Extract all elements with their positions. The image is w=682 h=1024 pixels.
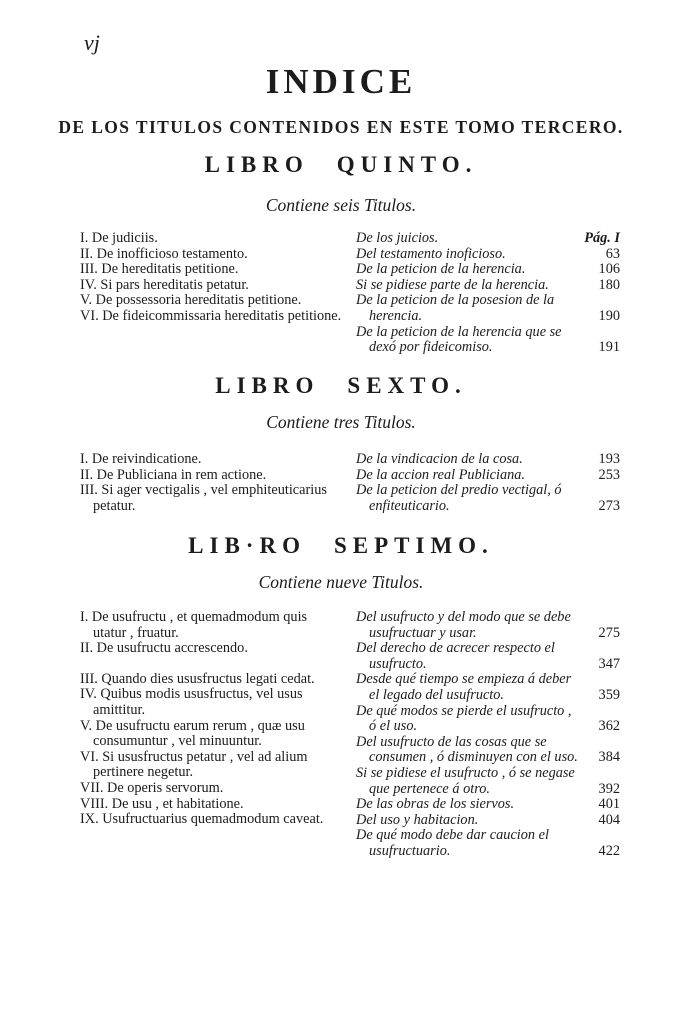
latin-title: I. De reivindicatione. [80,451,202,467]
spanish-title-text: De la peticion del predio vectigal, ó enfiteuticario. [356,482,562,514]
spanish-title-text: Desde qué tiempo se empieza á deber el legado del usufructo. [356,671,572,703]
spanish-title [356,293,620,324]
libro-septimo-spanish-list [356,610,620,860]
latin-title: II. De Publiciana in rem actione. [80,466,267,483]
spanish-title-text: De la peticion de la herencia que se dexó por fideicomiso. [356,323,562,356]
pag-label: Pág. I [584,230,620,246]
latin-title: II. De inofficioso testamento. [80,245,248,262]
latin-title: III. Quando dies ususfructus legati cedat. [80,670,315,687]
spanish-title-text: De qué modos se pierde el usufructo , ó el uso. [356,702,572,735]
page-ref: 273 [598,497,620,514]
spanish-title [356,704,620,735]
page-ref: 275 [598,624,620,641]
libro-septimo-latin-list [80,610,342,828]
latin-title: IV. Quibus modis ususfructus, vel usus amittitur. [80,686,303,718]
spanish-title [356,813,620,829]
spanish-title-text: De la peticion de la posesion de la herencia. [356,292,555,324]
spanish-title [356,766,620,797]
libro-label: LIB·RO [188,533,306,558]
spanish-title [356,641,620,672]
libro-quinto-spanish-list [356,231,620,356]
libro-septimo-contiene: Contiene nueve Titulos. [258,572,424,592]
spanish-title-text: Si se pidiese parte de la herencia. [356,276,549,293]
spanish-title-text: Del usufructo y del modo que se debe usufructuar y usar. [356,609,571,641]
libro-septimo-heading [0,533,682,559]
spanish-title-text: De los juicios. [356,230,439,246]
latin-title: VII. De operis servorum. [80,779,224,796]
page-ref: 404 [598,811,620,828]
latin-title: V. De possessoria hereditatis petitione. [80,292,302,309]
spanish-title [356,325,620,356]
spanish-title [356,797,620,813]
libro-number: QUINTO. [336,152,478,177]
page-ref: 180 [598,276,620,293]
libro-label: LIBRO [204,152,309,177]
libro-sexto-contiene: Contiene tres Titulos. [266,412,416,432]
page-ref: 362 [598,718,620,735]
spanish-title-text: De la peticion de la herencia. [356,261,526,278]
page-ref: 190 [598,307,620,324]
latin-title: IX. Usufructuarius quemadmodum caveat. [80,811,324,828]
spanish-title-text: Del usufructo de las cosas que se consumen , ó disminuyen con el uso. [356,733,578,766]
page-number: vj [84,30,100,55]
spanish-title [356,468,620,484]
spanish-title [356,828,620,859]
libro-label: LIBRO [215,373,320,398]
page-ref: 347 [598,655,620,672]
spanish-title [356,247,620,263]
latin-title: I. De usufructu , et quemadmodum quis utatur , fruatur. [80,609,308,641]
latin-title: II. De usufructu accrescendo. [80,640,248,657]
spanish-title [356,610,620,641]
page-ref: 191 [598,339,620,356]
spanish-title [356,278,620,294]
page-ref: 401 [598,796,620,813]
page-ref: 359 [598,686,620,703]
page-ref: 422 [598,842,620,859]
page-ref: 193 [598,451,620,467]
spanish-title-text: Del derecho de acrecer respecto el usufructo. [356,640,555,672]
libro-quinto-latin-list [80,231,342,325]
latin-title: III. De hereditatis petitione. [80,261,239,278]
page-ref: 384 [598,749,620,766]
spanish-title [356,483,620,514]
page-ref: 63 [605,245,620,262]
spanish-title [356,735,620,766]
latin-title: I. De judiciis. [80,230,158,246]
libro-sexto-heading [0,373,682,399]
page-title: INDICE [265,62,417,101]
page-ref: 392 [598,780,620,797]
spanish-title-text: De la vindicacion de la cosa. [356,451,523,467]
latin-title: IV. Si pars hereditatis petatur. [80,276,249,293]
libro-sexto-latin-list [80,452,342,514]
spanish-title-text: De las obras de los siervos. [356,796,515,813]
spanish-title [356,452,620,468]
latin-title: III. Si ager vectigalis , vel emphiteuticarius petatur. [80,482,327,514]
libro-sexto-spanish-list [356,452,620,514]
libro-number: SEPTIMO. [333,533,494,558]
latin-title: VI. De fideicommissaria hereditatis petitione. [80,307,342,324]
spanish-title [356,262,620,278]
libro-quinto-heading [0,152,682,178]
latin-title: VIII. De usu , et habitatione. [80,795,244,812]
spanish-title [356,231,620,247]
spanish-title-text: De qué modo debe dar caucion el usufructuario. [356,827,549,859]
spanish-title-text: De la accion real Publiciana. [356,466,526,483]
spanish-title-text: Del uso y habitacion. [356,811,479,828]
page-ref: 106 [598,261,620,278]
spanish-title-text: Del testamento inoficioso. [356,245,506,262]
libro-quinto-contiene: Contiene seis Titulos. [265,195,417,215]
latin-title: VI. Si ususfructus petatur , vel ad alium pertinere negetur. [80,748,308,781]
latin-title: V. De usufructu earum rerum , quæ usu consumuntur , vel minuuntur. [80,717,305,750]
spanish-title [356,672,620,703]
libro-number: SEXTO. [347,373,467,398]
page-ref: 253 [598,466,620,483]
spanish-title-text: Si se pidiese el usufructo , ó se negase que pertenece á otro. [356,764,575,797]
page-subtitle: DE LOS TITULOS CONTENIDOS EN ESTE TOMO TERCERO. [58,117,624,137]
